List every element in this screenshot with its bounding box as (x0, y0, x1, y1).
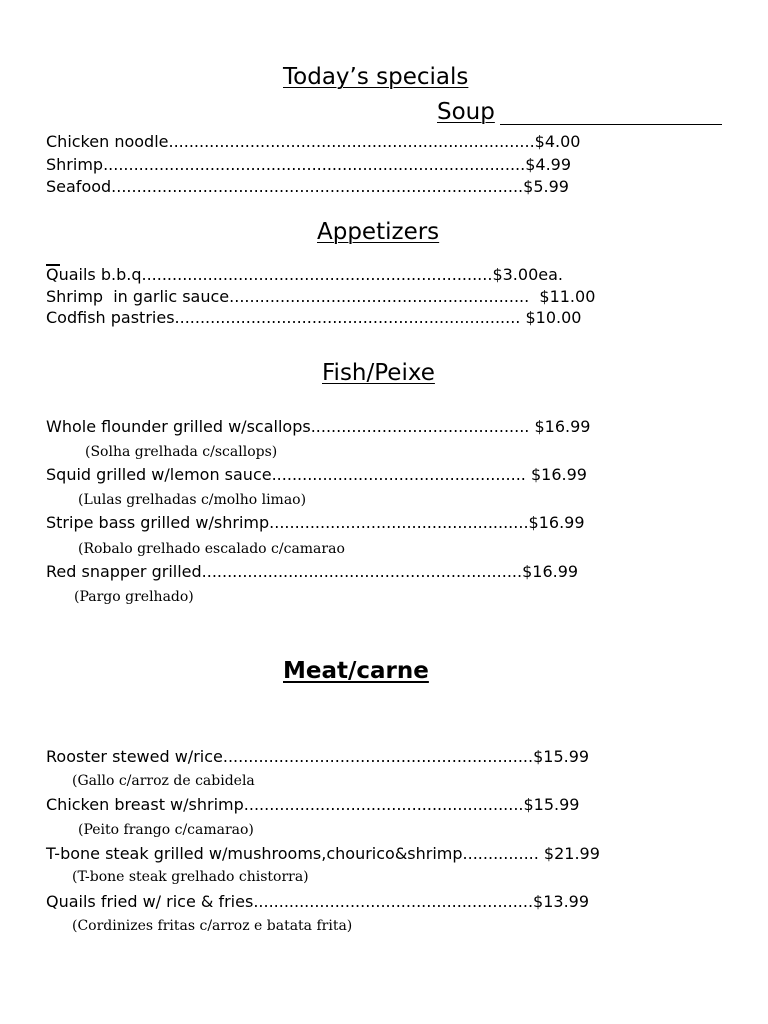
item-name: Quails b.b.q (46, 265, 142, 284)
menu-item (46, 287, 595, 307)
item-name: Codfish pastries (46, 308, 175, 327)
menu-item (46, 795, 579, 815)
item-leader-dots: ................................................... (269, 513, 529, 532)
item-name: Chicken breast w/shrimp (46, 795, 244, 814)
section-heading-meat: Meat/carne (283, 658, 429, 684)
menu-item (46, 155, 571, 175)
menu-item (46, 465, 587, 485)
item-name: Stripe bass grilled w/shrimp (46, 513, 270, 532)
menu-item (46, 308, 581, 328)
menu-item (46, 844, 600, 864)
item-leader-dots: ............................................................... (201, 562, 523, 581)
item-leader-dots: ................................................................................. (111, 177, 524, 196)
item-translation: (Pargo grelhado) (74, 589, 194, 605)
item-translation: (T-bone steak grelhado chistorra) (72, 869, 309, 885)
item-translation: (Solha grelhada c/scallops) (85, 444, 278, 460)
item-name: Rooster stewed w/rice (46, 747, 223, 766)
item-leader-dots: ............................................................. (222, 747, 534, 766)
item-price: $13.99 (533, 892, 590, 911)
item-leader-dots: ....................................................... (243, 795, 524, 814)
menu-item (46, 513, 585, 533)
item-name: Quails fried w/ rice & fries (46, 892, 254, 911)
section-heading-soup: Soup (437, 99, 495, 125)
item-price: $4.00 (534, 132, 581, 151)
item-name: Shrimp in garlic sauce (46, 287, 230, 306)
item-leader-dots: ................................................................................... (103, 155, 526, 174)
item-price: $5.99 (523, 177, 569, 196)
section-heading-fish: Fish/Peixe (322, 360, 435, 386)
item-price: $16.99 (534, 417, 591, 436)
menu-item (46, 177, 569, 197)
menu-item (46, 747, 589, 767)
item-name: T-bone steak grilled w/mushrooms,chourico&shrimp (46, 844, 463, 863)
item-leader-dots: ........................................................... (229, 287, 530, 306)
item-price: $16.99 (530, 465, 587, 484)
item-price: $11.00 (529, 287, 596, 306)
menu-item (46, 562, 578, 582)
item-leader-dots: .................................................. (271, 465, 531, 484)
menu-item (46, 132, 580, 152)
menu-item (46, 417, 590, 437)
item-leader-dots: .................................................................... (174, 308, 526, 327)
item-price: $21.99 (543, 844, 600, 863)
item-price: $15.99 (533, 747, 590, 766)
item-price: $16.99 (528, 513, 585, 532)
item-name: Shrimp (46, 155, 104, 174)
page-title: Today’s specials (283, 64, 469, 90)
section-heading-appetizers: Appetizers (317, 219, 440, 245)
item-price: $15.99 (523, 795, 580, 814)
item-name: Red snapper grilled (46, 562, 202, 581)
item-leader-dots: ..................................................................... (141, 265, 493, 284)
item-name: Squid grilled w/lemon sauce (46, 465, 272, 484)
item-price: $16.99 (522, 562, 579, 581)
menu-item (46, 892, 589, 912)
item-leader-dots: ....................................................... (253, 892, 534, 911)
item-leader-dots: ........................................................................ (168, 132, 535, 151)
item-translation: (Lulas grelhadas c/molho limao) (78, 492, 307, 508)
item-translation: (Robalo grelhado escalado c/camarao (78, 541, 345, 557)
item-name: Seafood (46, 177, 112, 196)
item-price: $4.99 (525, 155, 572, 174)
item-name: Whole flounder grilled w/scallops (46, 417, 311, 436)
soup-heading-rule (500, 124, 722, 125)
menu-item (46, 265, 563, 285)
item-translation: (Cordinizes fritas c/arroz e batata frita) (72, 918, 353, 934)
item-name: Chicken noodle (46, 132, 169, 151)
item-translation: (Gallo c/arroz de cabidela (72, 773, 255, 789)
item-price: $3.00ea. (492, 265, 563, 284)
item-leader-dots: ............... (462, 844, 544, 863)
item-leader-dots: ........................................... (310, 417, 535, 436)
item-translation: (Peito frango c/camarao) (78, 822, 254, 838)
item-price: $10.00 (525, 308, 582, 327)
